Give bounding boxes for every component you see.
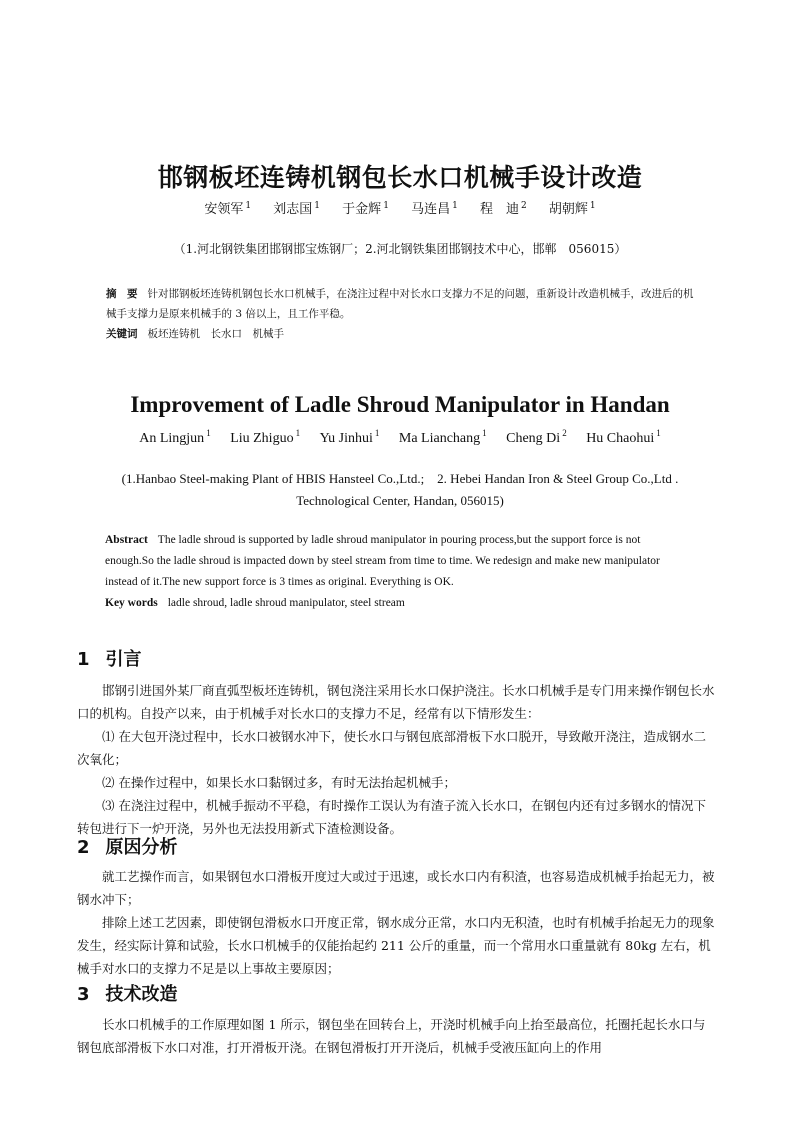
keywords-cn xyxy=(106,324,696,344)
keywords-en xyxy=(105,593,690,614)
abstract-en xyxy=(105,530,690,614)
author-list-en xyxy=(0,428,800,447)
author-cn: 胡朝辉 $^1$ xyxy=(548,200,596,217)
paragraph: 邯钢引进国外某厂商直弧型板坯连铸机，钢包浇注采用长水口保护浇注。长水口机械手是专门用来操作钢包长水口的机构。自投产以来，由于机械手对长水口的支撑力不足，经常有以下情形发生： xyxy=(77,683,715,721)
author-en: Hu Chaohui $^1$ xyxy=(586,428,661,446)
section-body xyxy=(77,865,717,980)
abstract-label-en: Abstract xyxy=(105,534,148,546)
author-cn: 刘志国 $^1$ xyxy=(273,200,321,217)
author-en: Liu Zhiguo $^1$ xyxy=(230,428,301,446)
author-cn: 安领军 $^1$ xyxy=(204,200,252,217)
abstract-en-body xyxy=(105,530,690,593)
section-heading xyxy=(77,645,142,671)
section-heading xyxy=(77,833,178,859)
keywords-text-en: ladle shroud, ladle shroud manipulator, steel stream xyxy=(167,597,405,609)
section-number: 3 xyxy=(77,984,90,1005)
section-body xyxy=(77,679,717,840)
list-item: ⑴ 在大包开浇过程中，长水口被钢水冲下，使长水口与钢包底部滑板下水口脱开，导致敞开浇注，造成钢水二次氧化； xyxy=(77,729,706,767)
affiliation-en xyxy=(0,468,800,512)
abstract-cn xyxy=(106,284,696,344)
keywords-label-en: Key words xyxy=(105,597,158,609)
paper-title-en: Improvement of Ladle Shroud Manipulator in Handan xyxy=(130,392,670,417)
affiliation-en-line2: Technological Center, Handan, 056015) xyxy=(296,493,504,508)
section-title: 技术改造 xyxy=(105,984,178,1005)
paragraph: 长水口机械手的工作原理如图 1 所示，钢包坐在回转台上，开浇时机械手向上抬至最高位，托圈托起长水口与钢包底部滑板下水口对准，打开滑板开浇。在钢包滑板打开开浇后，机械手受液压缸向上的作用 xyxy=(77,1017,706,1055)
section-body xyxy=(77,1013,717,1059)
abstract-cn-body xyxy=(106,284,696,324)
abstract-label-cn: 摘 要 xyxy=(106,288,138,300)
section-heading xyxy=(77,980,178,1006)
section-number: 2 xyxy=(77,837,90,858)
author-cn: 程 迪 $^2$ xyxy=(479,200,527,217)
list-item: ⑵ 在操作过程中，如果长水口黏钢过多，有时无法抬起机械手； xyxy=(102,775,456,790)
keywords-label-cn: 关键词 xyxy=(106,328,138,340)
author-en: Yu Jinhui $^1$ xyxy=(319,428,380,446)
affiliation-en-line1: (1.Hanbao Steel-making Plant of HBIS Hansteel Co.,Ltd.; 2. Hebei Handan Iron & Steel Group Co.,Ltd . xyxy=(121,471,679,486)
paper-title-cn: 邯钢板坯连铸机钢包长水口机械手设计改造 xyxy=(157,163,643,192)
author-en: An Lingjun $^1$ xyxy=(139,428,211,446)
author-en: Ma Lianchang $^1$ xyxy=(398,428,487,446)
author-en: Cheng Di $^2$ xyxy=(506,428,567,446)
author-cn: 马连昌 $^1$ xyxy=(411,200,458,217)
keywords-text-cn: 板坯连铸机 长水口 机械手 xyxy=(147,328,284,340)
paragraph: 排除上述工艺因素，即使钢包滑板水口开度正常，钢水成分正常，水口内无积渣，也时有机械手抬起无力的现象发生，经实际计算和试验，长水口机械手的仅能抬起约 211 公斤的重量，而一个常用水口重量就有 80kg 左右，机械手对水口的支撑力不足是以上事故主要原因； xyxy=(77,915,715,976)
author-list-cn xyxy=(0,198,800,217)
affiliation-cn: （1.河北钢铁集团邯钢邯宝炼钢厂；2.河北钢铁集团邯钢技术中心，邯郸 056015） xyxy=(173,242,627,256)
abstract-text-cn: 针对邯钢板坯连铸机钢包长水口机械手，在浇注过程中对长水口支撑力不足的问题，重新设计改造机械手，改进后的机械手支撑力是原来机械手的 3 倍以上，且工作平稳。 xyxy=(106,288,694,320)
section-title: 引言 xyxy=(105,649,142,670)
author-cn: 于金辉 $^1$ xyxy=(342,200,389,217)
section-title: 原因分析 xyxy=(105,837,178,858)
list-item: ⑶ 在浇注过程中，机械手振动不平稳，有时操作工误认为有渣子流入长水口，在钢包内还有过多钢水的情况下转包进行下一炉开浇，另外也无法投用新式下渣检测设备。 xyxy=(77,798,706,836)
abstract-text-en: The ladle shroud is supported by ladle shroud manipulator in pouring process,but the support force is not enough.So the ladle shroud is impacted down by steel stream from time to time. We redesign and make new manipulator instead of it.The new support force is 3 times as original. Everything is OK. xyxy=(105,534,660,588)
section-number: 1 xyxy=(77,649,90,670)
paragraph: 就工艺操作而言，如果钢包水口滑板开度过大或过于迅速，或长水口内有积渣，也容易造成机械手抬起无力，被钢水冲下； xyxy=(77,869,715,907)
